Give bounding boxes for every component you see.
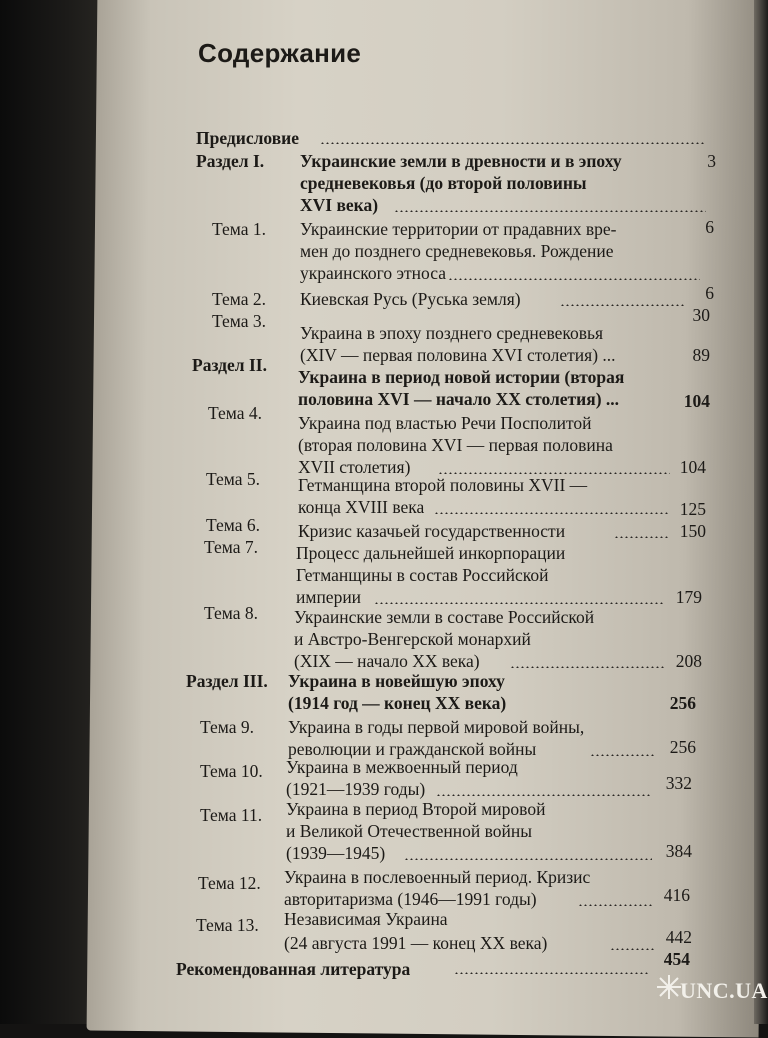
- leader-dots: [320, 142, 704, 144]
- toc-page: 256: [669, 737, 696, 757]
- toc-page: 6: [705, 217, 714, 237]
- leader-dots: [610, 948, 654, 950]
- toc-label: Раздел I.: [196, 151, 265, 171]
- toc-label: Тема 10.: [200, 761, 263, 781]
- page-title: Содержание: [198, 38, 362, 68]
- toc-text-line: (XIV — первая половина XVI столетия) ...: [300, 345, 616, 365]
- toc-page: 6: [705, 283, 714, 303]
- toc-text-line: (1939—1945): [286, 843, 386, 863]
- toc-text-line: авторитаризма (1946—1991 годы): [284, 889, 537, 909]
- leader-dots: [394, 210, 706, 212]
- toc-text-line: Независимая Украина: [284, 909, 448, 929]
- toc-label: Тема 6.: [206, 515, 261, 535]
- leader-dots: [590, 754, 656, 756]
- toc-label: Тема 12.: [198, 873, 261, 893]
- toc-text-line: и Великой Отечественной войны: [286, 821, 532, 841]
- leader-dots: [434, 512, 670, 514]
- toc-text-line: Процесс дальнейшей инкорпорации: [296, 543, 566, 563]
- toc-text-line: Кризис казачьей государственности: [298, 521, 566, 541]
- toc-text-line: Украина в межвоенный период: [286, 757, 518, 777]
- toc-text-line: средневековья (до второй половины: [300, 173, 587, 193]
- toc-page: 179: [675, 587, 702, 607]
- toc-label: Раздел II.: [192, 355, 267, 375]
- toc-label: Раздел III.: [186, 671, 268, 691]
- toc-page: 150: [679, 521, 706, 541]
- leader-dots: [436, 794, 652, 796]
- leader-dots: [404, 858, 652, 860]
- toc-page: 416: [663, 885, 690, 905]
- toc-text-line: (XIX — начало XX века): [294, 651, 480, 671]
- toc-text-line: Украина в послевоенный период. Кризис: [284, 867, 591, 887]
- toc-label: Тема 8.: [204, 603, 259, 623]
- toc-text-line: империи: [296, 587, 362, 607]
- watermark-text: UNC.UA: [680, 978, 768, 1003]
- toc-text-line: мен до позднего средневековья. Рождение: [300, 241, 614, 261]
- toc-page: 89: [692, 345, 710, 365]
- toc-label: Тема 7.: [204, 537, 259, 557]
- toc-page: 30: [692, 305, 710, 325]
- toc-text-line: конца XVIII века: [298, 497, 425, 517]
- toc-text-line: Украинские земли в древности и в эпоху: [300, 151, 622, 171]
- toc-text-line: (24 августа 1991 — конец XX века): [284, 933, 548, 953]
- toc-label: Тема 11.: [200, 805, 263, 825]
- toc-label: Тема 2.: [212, 289, 267, 309]
- toc-text-line: Украина под властью Речи Посполитой: [298, 413, 592, 433]
- toc-text-line: XVII столетия): [298, 457, 411, 477]
- toc-label: Предисловие: [196, 128, 300, 148]
- toc-page: 454: [663, 949, 690, 969]
- leader-dots: [374, 602, 664, 604]
- leader-dots: [614, 536, 670, 538]
- toc-text-line: Украинские земли в составе Российской: [294, 607, 595, 627]
- toc-text-line: Киевская Русь (Руська земля): [300, 289, 521, 309]
- toc-text-line: (вторая половина XVI — первая половина: [298, 435, 613, 455]
- toc-label: Рекомендованная литература: [176, 959, 411, 979]
- toc-text-line: половина XVI — начало XX столетия) ...: [298, 389, 620, 409]
- toc-label: Тема 3.: [212, 311, 267, 331]
- toc-text-line: XVI века): [300, 195, 379, 215]
- toc-page: 104: [679, 457, 706, 477]
- toc-text-line: Гетманщины в состав Российской: [296, 565, 549, 585]
- toc-label: Тема 4.: [208, 403, 263, 423]
- toc-label: Тема 9.: [200, 717, 255, 737]
- toc-page: 256: [669, 693, 696, 713]
- toc-text-line: и Австро-Венгерской монархий: [294, 629, 531, 649]
- toc-page: 104: [683, 391, 710, 411]
- toc-text-line: Гетманщина второй половины XVII —: [298, 475, 588, 495]
- toc-text-line: Украина в эпоху позднего средневековья: [300, 323, 604, 343]
- leader-dots: [560, 304, 684, 306]
- toc-label: Тема 5.: [206, 469, 261, 489]
- toc-text-line: Украина в годы первой мировой войны,: [288, 717, 585, 737]
- toc-page: 332: [665, 773, 692, 793]
- toc-page: 208: [675, 651, 702, 671]
- toc-label: Тема 1.: [212, 219, 267, 239]
- toc-text-line: Украинские территории от прадавних вре-: [300, 219, 617, 239]
- leader-dots: [578, 904, 652, 906]
- toc-text-line: (1921—1939 годы): [286, 779, 426, 799]
- toc-page: 384: [665, 841, 692, 861]
- toc-page: 3: [707, 151, 716, 171]
- leader-dots: [510, 666, 666, 668]
- toc-page: 125: [679, 499, 706, 519]
- toc-text-line: революции и гражданской войны: [288, 739, 537, 759]
- leader-dots: [454, 972, 650, 974]
- toc-text-line: украинского этноса: [300, 263, 446, 283]
- toc-text-line: Украина в период Второй мировой: [286, 799, 546, 819]
- toc-text-line: Украина в период новой истории (вторая: [298, 367, 625, 387]
- toc-label: Тема 13.: [196, 915, 259, 935]
- toc-text-line: Украина в новейшую эпоху: [288, 671, 505, 691]
- toc-text-line: (1914 год — конец XX века): [288, 693, 507, 713]
- leader-dots: [448, 278, 700, 280]
- toc-page: 442: [665, 927, 692, 947]
